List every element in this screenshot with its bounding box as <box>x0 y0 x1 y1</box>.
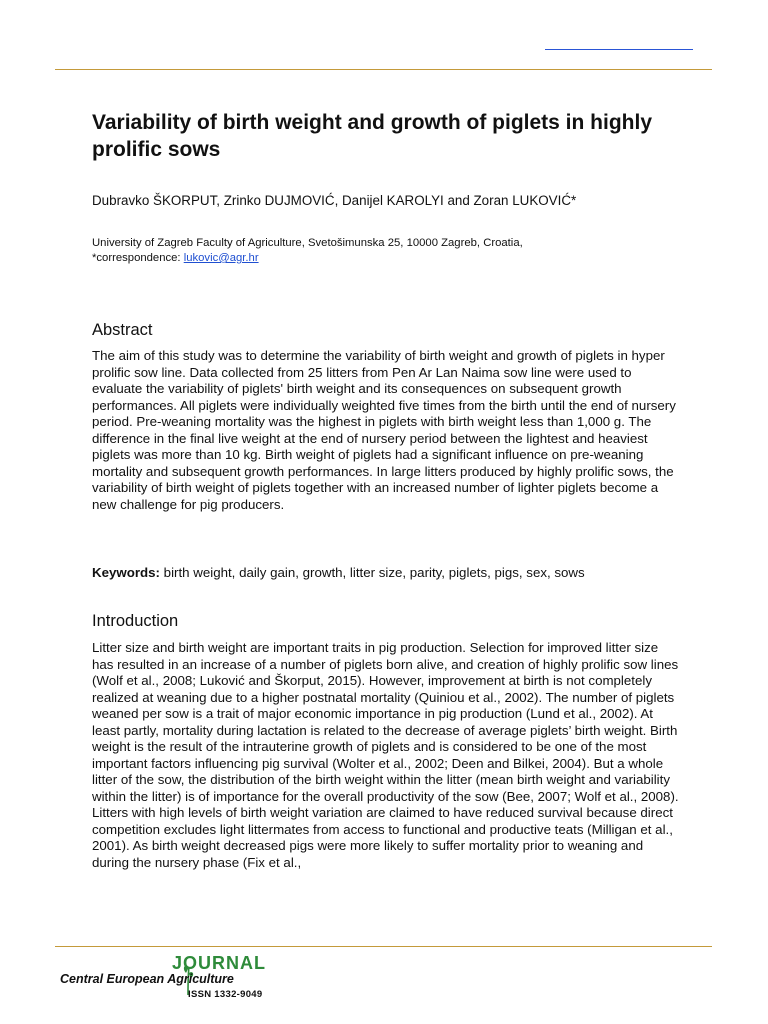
introduction-heading: Introduction <box>92 612 179 630</box>
author-list: Dubravko ŠKORPUT, Zrinko DUJMOVIĆ, Danijel KAROLYI and Zoran LUKOVIĆ* <box>92 193 577 208</box>
logo-subtitle: Central European Agriculture <box>60 972 234 986</box>
journal-logo <box>58 953 288 1003</box>
keywords <box>92 565 682 582</box>
correspondence-email-link[interactable]: lukovic@agr.hr <box>183 252 259 264</box>
correspondence-line <box>92 251 712 266</box>
keywords-list: birth weight, daily gain, growth, litter size, parity, piglets, pigs, sex, sows <box>159 565 585 580</box>
abstract-heading: Abstract <box>92 321 153 339</box>
header-link[interactable] <box>545 48 693 50</box>
paper-title: Variability of birth weight and growth of piglets in highly prolific sows <box>92 111 653 161</box>
header-rule <box>55 69 712 70</box>
keywords-label: Keywords: <box>92 565 160 580</box>
footer-rule <box>55 946 712 947</box>
logo-issn: ISSN 1332-9049 <box>188 989 263 1000</box>
introduction-body: Litter size and birth weight are important traits in pig production. Selection for improved litter size has resulted in an increase of a number of piglets born alive, and creation of highly prolific sow lines (Wolf et al., 2008; Luković and Škorput, 2015). However, improvement at birth is not completely realized at weaning due to a higher postnatal mortality (Quiniou et al., 2002). The number of piglets weaned per sow is a trait of major economic importance in pig production (Lund et al., 2002). At least partly, mortality during lactation is related to the decrease of average piglets’ birth weight. Birth weight is the result of the intrauterine growth of piglets and is considered to be one of the most important factors influencing pig survival (Wolter et al., 2002; Deen and Bilkei, 2004). But a whole litter of the sow, the distribution of the birth weight within the litter (mean birth weight and variability within the litter) is of importance for the overall productivity of the sow (Bee, 2007; Wolf et al., 2008). Litters with high levels of birth weight variation are claimed to have reduced survival because direct competition excludes light littermates from access to functional and productive teats (Milligan et al., 2001). As birth weight decreased pigs were more likely to suffer mortality prior to weaning and during the nursery phase (Fix et al., <box>92 640 679 870</box>
affiliation-address: University of Zagreb Faculty of Agriculture, Svetošimunska 25, 10000 Zagreb, Croatia, <box>92 237 523 249</box>
logo-journal-word: JOURNAL <box>172 953 267 973</box>
correspondence-label: *correspondence: <box>92 252 184 264</box>
affiliation <box>92 236 712 266</box>
abstract-body: The aim of this study was to determine the variability of birth weight and growth of piglets in hyper prolific sow line. Data collected from 25 litters from Pen Ar Lan Naima sow line were used to evaluate the variability of piglets' birth weight and its consequences on subsequent growth performances. All piglets were individually weighted five times from the birth until the end of nursery period. Pre-weaning mortality was the highest in piglets with birth weight less than 1,000 g. The difference in the final live weight at the end of nursery period between the lightest and heaviest piglets was more than 10 kg. Birth weight of piglets had a significant influence on pre-weaning mortality and subsequent growth performances. In large litters produced by highly prolific sows, the variability of birth weight of piglets together with an increased number of lighter piglets become a new challenge for pig producers. <box>92 348 676 512</box>
